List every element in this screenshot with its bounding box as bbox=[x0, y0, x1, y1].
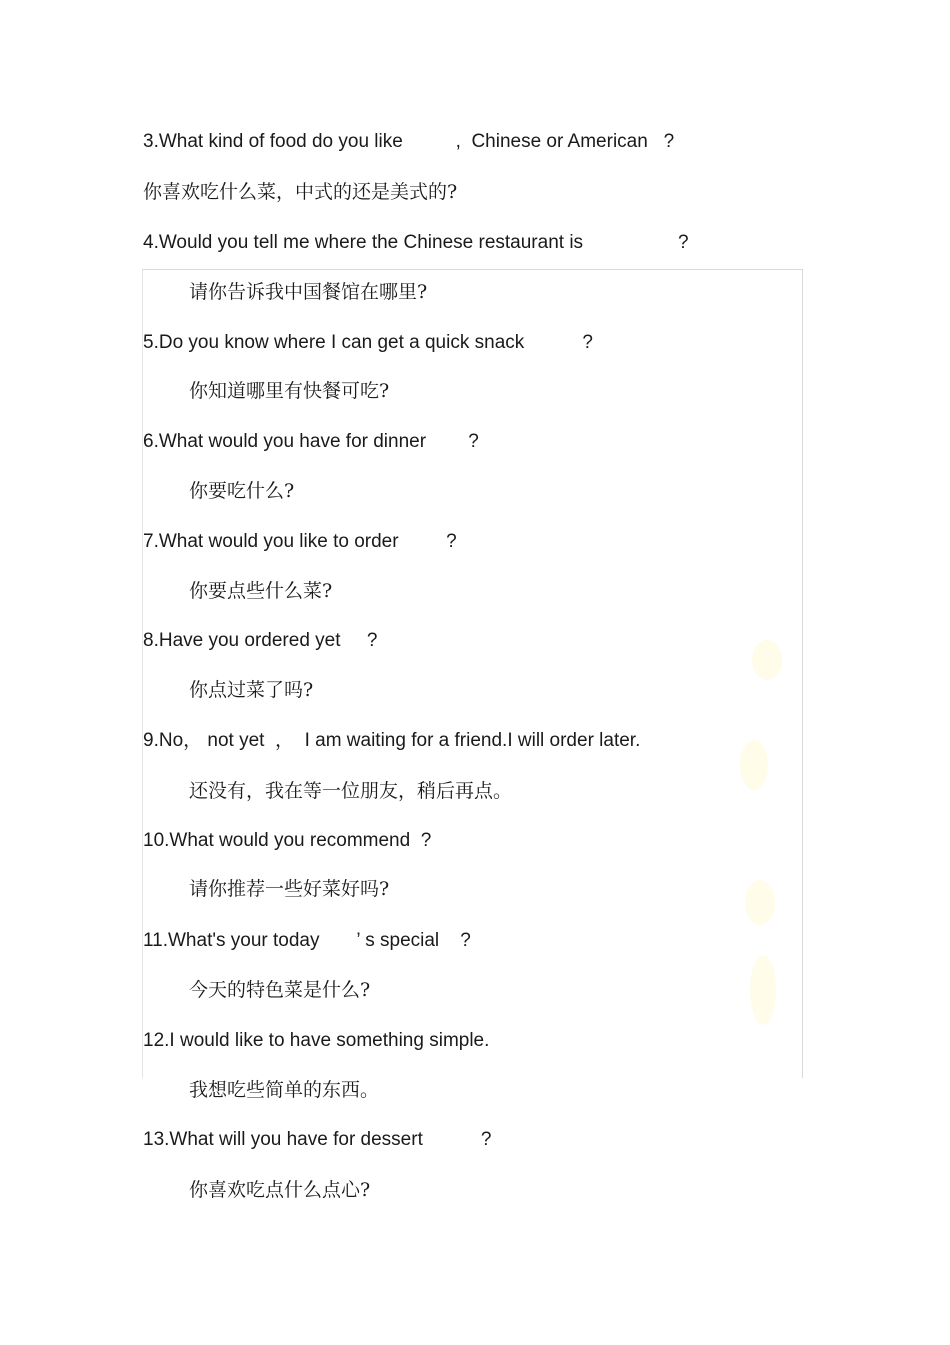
sentence-english: 11.What's your today ’ s special ? bbox=[143, 930, 471, 951]
scan-stain bbox=[740, 740, 768, 790]
sentence-chinese: 请你告诉我中国餐馆在哪里? bbox=[189, 281, 428, 303]
sentence-chinese: 你要吃什么? bbox=[189, 480, 295, 502]
sentence-chinese: 今天的特色菜是什么? bbox=[189, 979, 371, 1001]
sentence-english: 3.What kind of food do you like , Chinese or American ? bbox=[143, 131, 675, 152]
sentence-chinese: 请你推荐一些好菜好吗? bbox=[189, 878, 390, 900]
sentence-chinese: 你喜欢吃什么菜，中式的还是美式的? bbox=[143, 181, 458, 203]
sentence-english: 6.What would you have for dinner ? bbox=[143, 431, 479, 452]
scan-stain bbox=[752, 640, 782, 680]
sentence-english: 10.What would you recommend ? bbox=[143, 830, 432, 851]
sentence-english: 4.Would you tell me where the Chinese restaurant is ? bbox=[143, 232, 689, 253]
sentence-english: 9.No， not yet ， I am waiting for a friend.I will order later. bbox=[143, 730, 641, 751]
sentence-chinese: 你知道哪里有快餐可吃? bbox=[189, 380, 390, 402]
scan-stain bbox=[745, 880, 775, 925]
sentence-english: 8.Have you ordered yet ? bbox=[143, 630, 378, 651]
sentence-chinese: 你要点些什么菜? bbox=[189, 580, 333, 602]
sentence-english: 7.What would you like to order ? bbox=[143, 531, 457, 552]
sentence-english: 13.What will you have for dessert ? bbox=[143, 1129, 492, 1150]
sentence-english: 12.I would like to have something simple. bbox=[143, 1030, 490, 1051]
sentence-chinese: 你点过菜了吗? bbox=[189, 679, 314, 701]
sentence-english: 5.Do you know where I can get a quick snack ? bbox=[143, 332, 593, 353]
sentence-chinese: 还没有，我在等一位朋友，稍后再点。 bbox=[189, 780, 513, 802]
sentence-chinese: 你喜欢吃点什么点心? bbox=[189, 1179, 371, 1201]
scan-stain bbox=[750, 955, 776, 1025]
sentence-chinese: 我想吃些简单的东西。 bbox=[189, 1079, 380, 1101]
